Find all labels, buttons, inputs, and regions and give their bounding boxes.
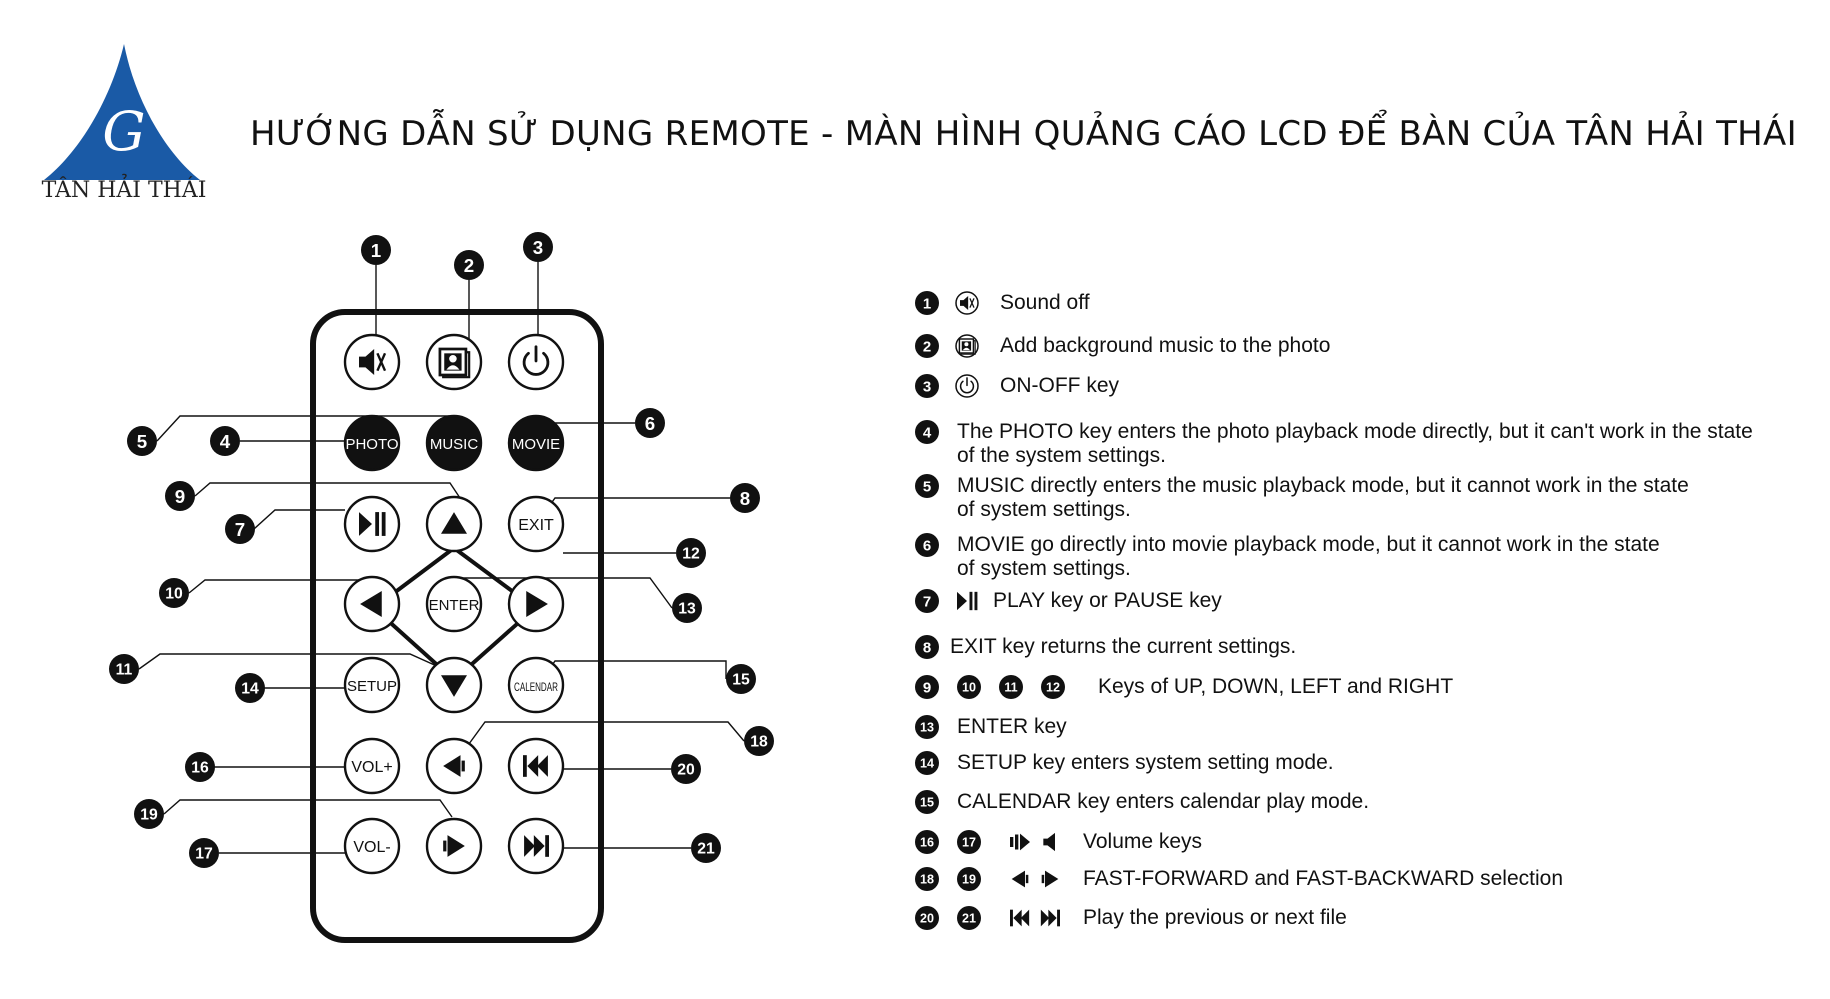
photo-music-button[interactable]	[427, 335, 481, 389]
calendar-label: CALENDAR	[514, 680, 559, 694]
brand-logo	[44, 44, 200, 180]
legend-number-9	[915, 675, 939, 699]
photo-frame-icon	[956, 335, 978, 357]
callout-6	[635, 408, 665, 438]
legend-row-text	[1083, 867, 1563, 891]
legend-number-16	[915, 830, 939, 854]
rewind-icon	[1012, 871, 1029, 888]
mute-icon	[956, 292, 978, 314]
enter-button[interactable]	[427, 577, 481, 631]
legend-row-text	[957, 533, 1660, 581]
play-pause-button[interactable]	[345, 497, 399, 551]
legend-row-text	[1000, 374, 1119, 398]
legend-number-2-number: 2	[922, 338, 932, 356]
callout-7-number: 7	[234, 518, 246, 540]
legend-text-line: MUSIC directly enters the music playback mode, but it cannot work in the state	[957, 474, 1689, 497]
legend-number-3-number: 3	[922, 378, 932, 396]
callout-4	[210, 426, 240, 456]
legend-text-line: EXIT key returns the current settings.	[950, 635, 1297, 658]
callout-8-number: 8	[739, 487, 751, 509]
legend-number-7-number: 7	[922, 593, 932, 611]
legend-row-text	[950, 635, 1296, 659]
legend-text-line-2: of system settings.	[957, 498, 1131, 521]
callout-3-number: 3	[532, 236, 544, 258]
legend-number-6-number: 6	[922, 537, 932, 555]
callout-15-number: 15	[732, 671, 750, 689]
setup-label: SETUP	[346, 678, 398, 695]
legend-number-7	[915, 589, 939, 613]
legend-number-17-number: 17	[961, 835, 977, 850]
callout-21	[691, 833, 721, 863]
vol-minus-label: VOL-	[353, 839, 391, 856]
legend-number-11	[999, 675, 1023, 699]
movie-button[interactable]	[509, 416, 563, 470]
legend-number-18	[915, 867, 939, 891]
callout-5	[127, 426, 157, 456]
legend-number-17	[957, 830, 981, 854]
legend-number-12-number: 12	[1045, 680, 1061, 695]
callout-12-number: 12	[682, 545, 700, 563]
legend-number-4-number: 4	[922, 424, 932, 442]
vol-minus-button[interactable]	[345, 819, 399, 873]
legend-row-text	[957, 420, 1753, 468]
exit-button[interactable]	[509, 497, 563, 551]
legend-number-11-number: 11	[1004, 680, 1018, 695]
exit-label: EXIT	[518, 517, 554, 534]
down-button[interactable]	[427, 658, 481, 712]
callout-8	[730, 483, 760, 513]
callout-1	[361, 235, 391, 265]
music-button[interactable]	[427, 416, 481, 470]
legend-number-16-number: 16	[919, 835, 935, 850]
legend-text-line: SETUP key enters system setting mode.	[957, 751, 1334, 774]
callout-16-number: 16	[191, 759, 209, 777]
callout-19	[134, 799, 164, 829]
photo-button[interactable]	[345, 416, 399, 470]
callout-1-number: 1	[370, 239, 382, 261]
next-icon	[1041, 910, 1060, 927]
callout-3	[523, 232, 553, 262]
legend-text-line: Play the previous or next file	[1083, 906, 1347, 929]
callout-11-number: 11	[115, 661, 133, 679]
legend-number-21-number: 21	[961, 911, 977, 926]
callout-10	[159, 578, 189, 608]
callout-18-number: 18	[750, 733, 768, 751]
legend-row-text	[957, 790, 1369, 814]
callout-19-number: 19	[140, 806, 158, 824]
legend-number-20	[915, 906, 939, 930]
mute-button[interactable]	[345, 335, 399, 389]
legend-number-3	[915, 374, 939, 398]
legend-number-8	[915, 635, 939, 659]
legend-text-line: The PHOTO key enters the photo playback mode directly, but it can't work in the state	[957, 420, 1753, 443]
callout-20	[671, 754, 701, 784]
legend-number-10	[957, 675, 981, 699]
callout-14	[235, 673, 265, 703]
legend-row-text	[957, 474, 1689, 522]
legend-number-1-number: 1	[922, 295, 932, 313]
legend-text-line: ENTER key	[957, 715, 1067, 738]
callout-20-number: 20	[677, 761, 695, 779]
volume-up-icon	[1010, 834, 1030, 851]
legend-number-15	[915, 790, 939, 814]
up-button[interactable]	[427, 497, 481, 551]
callout-10-number: 10	[165, 585, 183, 603]
legend-number-18-number: 18	[919, 872, 935, 887]
vol-plus-button[interactable]	[345, 739, 399, 793]
callout-11	[109, 654, 139, 684]
legend-text-line-2: of the system settings.	[957, 444, 1166, 467]
brand-logo-letter: G	[102, 100, 146, 163]
legend-number-10-number: 10	[961, 680, 977, 695]
legend-row-text	[957, 751, 1334, 775]
forward-icon	[1042, 871, 1059, 888]
left-button[interactable]	[345, 577, 399, 631]
callout-17	[189, 838, 219, 868]
legend-text-line: Add background music to the photo	[1000, 334, 1331, 357]
callout-9	[165, 481, 195, 511]
legend-number-15-number: 15	[919, 795, 935, 810]
legend-text-line: MOVIE go directly into movie playback mode, but it cannot work in the state	[957, 533, 1660, 556]
legend-text-line: ON-OFF key	[1000, 374, 1119, 397]
calendar-button[interactable]	[509, 658, 563, 712]
power-button[interactable]	[509, 335, 563, 389]
legend-number-2	[915, 334, 939, 358]
photo-label: PHOTO	[345, 436, 399, 453]
movie-label: MOVIE	[511, 436, 561, 453]
forward-button[interactable]	[427, 819, 481, 873]
callout-14-number: 14	[241, 680, 259, 698]
volume-down-icon	[1043, 833, 1055, 851]
power-icon	[956, 375, 978, 397]
legend-number-1	[915, 291, 939, 315]
page-title: HƯỚNG DẪN SỬ DỤNG REMOTE - MÀN HÌNH QUẢNG CÁO LCD ĐỂ BÀN CỦA TÂN HẢI THÁI	[250, 114, 1797, 154]
callout-13	[672, 593, 702, 623]
callout-18	[744, 726, 774, 756]
legend-row-text	[1098, 675, 1453, 699]
brand-name: TÂN HẢI THÁI	[41, 178, 207, 203]
legend-number-19-number: 19	[961, 872, 977, 887]
callout-16	[185, 752, 215, 782]
legend-number-20-number: 20	[919, 911, 935, 926]
legend-number-14	[915, 751, 939, 775]
legend-number-19	[957, 867, 981, 891]
legend-number-6	[915, 533, 939, 557]
callout-13-number: 13	[678, 600, 696, 618]
legend-number-21	[957, 906, 981, 930]
legend-text-line: PLAY key or PAUSE key	[993, 589, 1222, 612]
callout-2	[454, 250, 484, 280]
legend-number-5	[915, 474, 939, 498]
rewind-button[interactable]	[427, 739, 481, 793]
callout-6-number: 6	[644, 412, 656, 434]
legend-number-13-number: 13	[919, 720, 935, 735]
vol-plus-label: VOL+	[351, 759, 393, 776]
legend-row-text	[1000, 291, 1090, 315]
legend-text-line: CALENDAR key enters calendar play mode.	[957, 790, 1370, 813]
callout-17-number: 17	[195, 845, 213, 863]
next-button[interactable]	[509, 819, 563, 873]
remote-buttons	[345, 335, 563, 873]
callout-15	[726, 664, 756, 694]
right-button[interactable]	[509, 577, 563, 631]
legend-text-line-2: of system settings.	[957, 557, 1131, 580]
legend-number-9-number: 9	[922, 679, 932, 697]
legend-row-text	[1083, 830, 1202, 854]
enter-label: ENTER	[428, 597, 480, 614]
callout-21-number: 21	[697, 840, 715, 858]
prev-button[interactable]	[509, 739, 563, 793]
legend-row-text	[1083, 906, 1347, 930]
legend-number-13	[915, 715, 939, 739]
callout-5-number: 5	[136, 430, 148, 452]
callout-12	[676, 538, 706, 568]
legend-number-14-number: 14	[919, 756, 935, 771]
legend-number-12	[1041, 675, 1065, 699]
previous-icon	[1010, 910, 1029, 927]
legend-text-line: FAST-FORWARD and FAST-BACKWARD selection	[1083, 867, 1564, 890]
legend-row-text	[993, 589, 1222, 613]
setup-button[interactable]	[345, 658, 399, 712]
music-label: MUSIC	[429, 436, 479, 453]
play-pause-icon	[957, 592, 977, 610]
callout-4-number: 4	[219, 430, 231, 452]
callout-2-number: 2	[463, 254, 475, 276]
callout-7	[225, 514, 255, 544]
legend-number-4	[915, 420, 939, 444]
legend-number-8-number: 8	[922, 639, 932, 657]
legend-text-line: Volume keys	[1083, 830, 1203, 853]
legend-text-line: Sound off	[1000, 291, 1090, 314]
legend-row-text	[1000, 334, 1330, 358]
legend-text-line: Keys of UP, DOWN, LEFT and RIGHT	[1098, 675, 1454, 698]
legend-number-5-number: 5	[922, 478, 932, 496]
callout-9-number: 9	[174, 485, 186, 507]
legend-row-text	[957, 715, 1067, 739]
